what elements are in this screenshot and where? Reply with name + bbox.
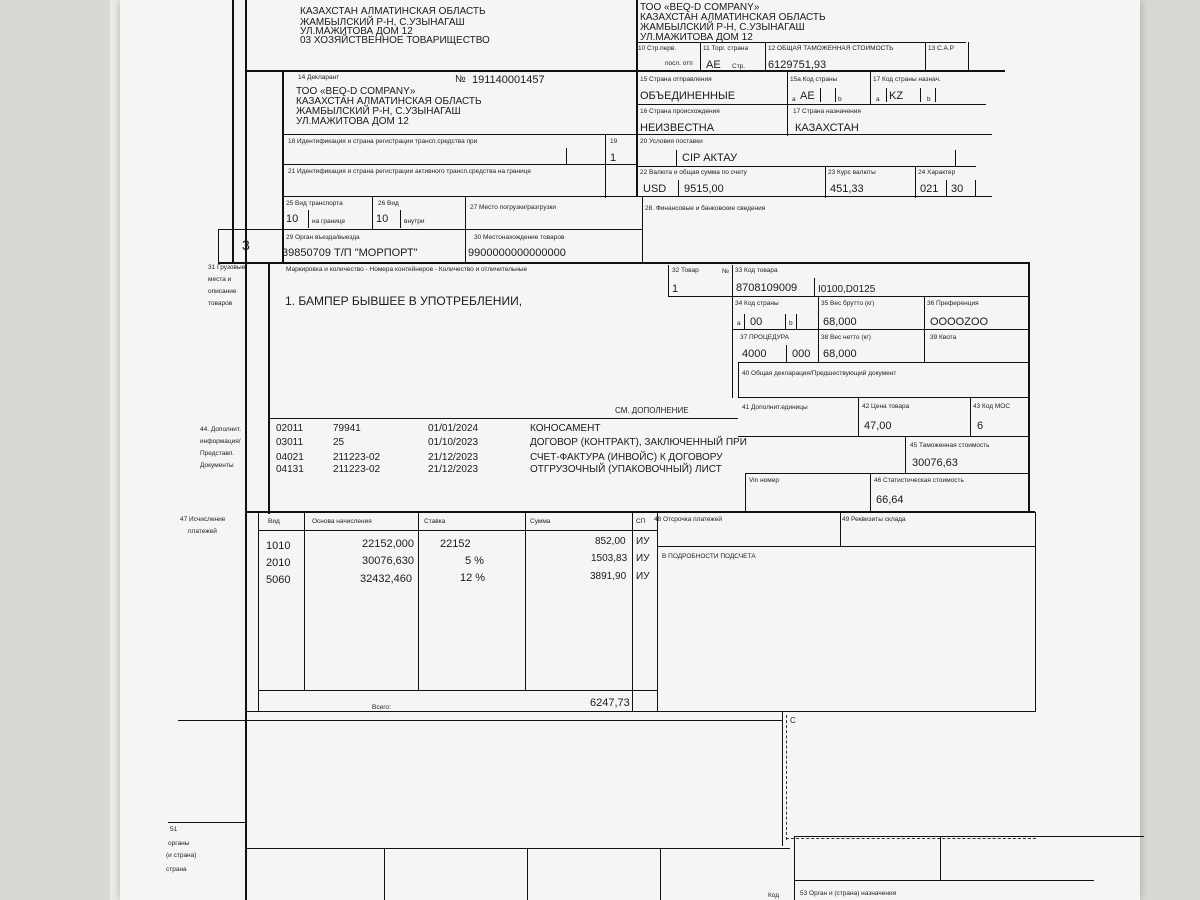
doc-number: 211223-02 xyxy=(333,464,381,475)
destination-country: КАЗАХСТАН xyxy=(795,122,859,134)
box41-label: 41 Дополнит.единицы xyxy=(742,404,808,411)
commodity-code-extra: I0100,D0125 xyxy=(818,284,876,295)
payment-sum: 1503,83 xyxy=(591,553,628,564)
consignor-address-2: ЖАМБЫЛСКИЙ Р-Н, С.УЗЫНАГАШ xyxy=(300,17,465,28)
box42-label: 42 Цена товара xyxy=(862,403,910,410)
origin-country-code: 00 xyxy=(750,316,763,328)
total-customs-value: 6129751,93 xyxy=(768,59,827,71)
declarant-address-1: КАЗАХСТАН АЛМАТИНСКАЯ ОБЛАСТЬ xyxy=(296,96,482,107)
box17a-label: 17 Код страны назнач. xyxy=(873,76,941,83)
box11-label: 11 Торг. страна xyxy=(703,45,749,52)
item-number: 1 xyxy=(672,283,679,295)
doc-number: 79941 xyxy=(333,423,361,434)
declarant-address-3: УЛ.МАЖИТОВА ДОМ 12 xyxy=(296,116,409,127)
box30-label: 30 Местонахождение товаров xyxy=(474,234,565,241)
box21-label: 21 Идентификация и страна регистрации активного трансп.средства на границе xyxy=(288,168,532,175)
box35-label: 35 Вес брутто (кг) xyxy=(821,300,875,307)
payment-sp: ИУ xyxy=(636,553,650,564)
commodity-code: 8708109009 xyxy=(736,282,798,294)
box27-label: 27 Место погрузки/разгрузки xyxy=(470,204,557,211)
see-addition: СМ. ДОПОЛНЕНИЕ xyxy=(615,406,689,415)
box11-value: AE xyxy=(706,59,721,71)
doc-number: 25 xyxy=(333,437,345,448)
box34-label: 34 Код страны xyxy=(735,300,779,307)
box15a-label: 15a Код страны xyxy=(790,76,838,83)
origin-country: НЕИЗВЕСТНА xyxy=(640,122,715,134)
box49-label: 49 Реквизиты склада xyxy=(842,516,906,523)
doc-code: 03011 xyxy=(276,437,304,448)
goods-location: 9900000000000000 xyxy=(468,247,566,259)
box15a-a: a xyxy=(792,96,796,103)
item-price: 47,00 xyxy=(864,420,892,432)
declarant-company: ТОО «BEQ-D COMPANY» xyxy=(296,86,416,97)
customs-value: 30076,63 xyxy=(912,457,958,469)
box22-label: 22 Валюта и общая сумма по счету xyxy=(640,169,747,176)
box39-label: 39 Квота xyxy=(930,334,957,341)
box46-label: 46 Статистическая стоимость xyxy=(874,477,964,484)
declarant-num-sign: № xyxy=(455,74,466,85)
box47-side-label-1: 47 Исчисление xyxy=(180,516,226,523)
box31-side-label-2: места и xyxy=(208,276,232,283)
box10-label: 10 Стр.перв. xyxy=(638,45,677,52)
recipient-address-2: ЖАМБЫЛСКИЙ Р-Н, С.УЗЫНАГАШ xyxy=(640,22,805,33)
box47-side-label-2: платежей xyxy=(188,528,217,535)
payment-sum: 852,00 xyxy=(595,536,626,547)
box34-b: b xyxy=(789,320,793,327)
procedure-sub-code: 000 xyxy=(792,348,811,360)
doc-number: 211223-02 xyxy=(333,452,381,463)
payment-sp: ИУ xyxy=(636,571,650,582)
box13-label: 13 С.А.Р xyxy=(928,45,955,52)
doc-date: 21/12/2023 xyxy=(428,464,479,475)
payment-sp: ИУ xyxy=(636,536,650,547)
gross-weight: 68,000 xyxy=(823,316,857,328)
transaction-nature-2: 30 xyxy=(951,183,964,195)
statistical-value: 66,64 xyxy=(876,494,904,506)
vin-label: Vin номер xyxy=(749,477,779,484)
box31-side-label-3: описание xyxy=(208,288,237,295)
preference-code: OOOOZOO xyxy=(930,316,989,328)
recipient-address-3: УЛ.МАЖИТОВА ДОМ 12 xyxy=(640,32,753,43)
box31-side-label-4: товаров xyxy=(208,300,233,307)
box25-label: 25 Вид транспорта xyxy=(286,200,343,207)
col-sum: Сумма xyxy=(530,518,551,525)
col-base: Основа начисления xyxy=(312,518,372,525)
box25-sub: на границе xyxy=(312,218,346,225)
box40-label: 40 Общая декларация/Предшествующий документ xyxy=(742,370,897,377)
box45-label: 45 Таможенная стоимость xyxy=(910,442,990,449)
box53-label: 53 Орган и (страна) назначения xyxy=(800,890,897,897)
box38-label: 38 Вес нетто (кг) xyxy=(821,334,871,341)
payment-kind: 2010 xyxy=(266,557,291,569)
invoice-amount: 9515,00 xyxy=(684,183,724,195)
box51-label-1: 51 xyxy=(170,826,178,833)
goods-description: 1. БАМПЕР БЫВШЕЕ В УПОТРЕБЛЕНИИ, xyxy=(285,294,523,308)
box19-label: 19 xyxy=(610,138,618,145)
box12-label: 12 ОБЩАЯ ТАМОЖЕННАЯ СТОИМОСТЬ xyxy=(768,45,894,52)
doc-date: 01/01/2024 xyxy=(428,423,479,434)
inland-transport-mode: 10 xyxy=(376,213,389,225)
box36-label: 36 Преференция xyxy=(927,300,979,307)
doc-name: СЧЕТ-ФАКТУРА (ИНВОЙС) К ДОГОВОРУ xyxy=(530,452,723,463)
col-sp: СП xyxy=(636,518,646,525)
payment-base: 22152,000 xyxy=(362,538,414,550)
doc-code: 04131 xyxy=(276,464,304,475)
box48-label: 48 Отсрочка платежей xyxy=(654,516,722,523)
box34-a: a xyxy=(737,320,741,327)
container-flag: 1 xyxy=(610,152,617,164)
payment-sum: 3891,90 xyxy=(590,571,627,582)
customs-declaration-sheet xyxy=(120,0,1140,900)
box44-side-label-3: Представл. xyxy=(200,450,235,457)
procedure-code: 4000 xyxy=(742,348,767,360)
box20-label: 20 Условия поставки xyxy=(640,138,703,145)
calculation-details: В ПОДРОБНОСТИ ПОДСЧЕТА xyxy=(662,553,756,560)
transaction-nature-1: 021 xyxy=(920,183,939,195)
valuation-method: 6 xyxy=(977,420,984,432)
payment-base: 32432,460 xyxy=(360,573,412,585)
doc-name: КОНОСАМЕНТ xyxy=(530,423,601,434)
doc-name: ОТГРУЗОЧНЫЙ (УПАКОВОЧНЫЙ) ЛИСТ xyxy=(530,464,722,475)
border-transport-mode: 10 xyxy=(286,213,299,225)
box26-sub: внутри xyxy=(404,218,425,225)
col-kind: Вид xyxy=(268,518,280,525)
recipient-company: ТОО «BEQ-D COMPANY» xyxy=(640,2,760,13)
recipient-address-1: КАЗАХСТАН АЛМАТИНСКАЯ ОБЛАСТЬ xyxy=(640,12,826,23)
boxC-label: С xyxy=(790,716,796,725)
doc-code: 02011 xyxy=(276,423,304,434)
box31-side-label-1: 31 Грузовые xyxy=(208,264,246,271)
bottom-code-label: Код xyxy=(768,892,780,899)
box17a-b: b xyxy=(927,96,931,103)
payment-kind: 1010 xyxy=(266,540,291,552)
box51-label-2: органы xyxy=(168,840,190,847)
box51-label-3: (и страна) xyxy=(166,852,197,859)
box32-num-sign: № xyxy=(722,268,729,275)
doc-date: 21/12/2023 xyxy=(428,452,479,463)
payments-total: 6247,73 xyxy=(590,697,630,709)
departure-country: ОБЪЕДИНЕННЫЕ xyxy=(640,90,736,102)
consignor-org-form: 03 ХОЗЯЙСТВЕННОЕ ТОВАРИЩЕСТВО xyxy=(300,35,490,46)
box10-value: посл. отп xyxy=(665,60,693,67)
declarant-address-2: ЖАМБЫЛСКИЙ Р-Н, С.УЗЫНАГАШ xyxy=(296,106,461,117)
doc-code: 04021 xyxy=(276,452,304,463)
net-weight: 68,000 xyxy=(823,348,857,360)
box15-label: 15 Страна отправления xyxy=(640,76,712,83)
box33-label: 33 Код товара xyxy=(735,267,778,274)
payment-kind: 5060 xyxy=(266,574,291,586)
box31-header: Маркировка и количество - Номера контейнеров - Количество и отличительные xyxy=(286,266,528,273)
doc-date: 01/10/2023 xyxy=(428,437,479,448)
destination-country-code: KZ xyxy=(889,90,904,102)
box26-label: 26 Вид xyxy=(378,200,399,207)
form-sheet-number: 3 xyxy=(242,237,250,253)
consignor-address-3: УЛ.МАЖИТОВА ДОМ 12 xyxy=(300,26,413,37)
box17a-a: a xyxy=(876,96,880,103)
box17-label: 17 Страна назначения xyxy=(793,108,861,115)
box43-label: 43 Код МОС xyxy=(973,403,1011,410)
delivery-terms: CIP АКТАУ xyxy=(682,152,738,164)
box32-label: 32 Товар xyxy=(672,267,699,274)
box29-label: 29 Орган въезда/выезда xyxy=(286,234,360,241)
box44-side-label-4: Документы xyxy=(200,462,234,469)
box37-label: 37 ПРОЦЕДУРА xyxy=(740,334,789,341)
col-rate: Ставка xyxy=(424,518,446,525)
payments-total-label: Всего: xyxy=(372,704,391,711)
exchange-rate: 451,33 xyxy=(830,183,864,195)
declarant-label: 14 Декларант xyxy=(298,74,340,81)
departure-country-code: AE xyxy=(800,90,815,102)
box44-side-label-1: 44. Дополнит. xyxy=(200,426,241,433)
box28-label: 28. Финансовые и банковские сведения xyxy=(645,205,766,212)
consignor-address-1: КАЗАХСТАН АЛМАТИНСКАЯ ОБЛАСТЬ xyxy=(300,6,486,17)
box44-side-label-2: информация/ xyxy=(200,438,241,445)
invoice-currency: USD xyxy=(643,183,667,195)
declarant-number: 191140001457 xyxy=(472,74,545,86)
box24-label: 24 Характер xyxy=(918,169,956,176)
box51-label-4: страна xyxy=(166,866,187,873)
payment-rate: 12 % xyxy=(460,572,486,584)
box16-label: 16 Страна происхождения xyxy=(640,108,720,115)
box23-label: 23 Курс валюты xyxy=(828,169,876,176)
box15a-b: b xyxy=(838,96,842,103)
payment-base: 30076,630 xyxy=(362,555,414,567)
payment-rate: 22152 xyxy=(440,538,471,550)
box11-sub: Стр. xyxy=(732,63,746,70)
payment-rate: 5 % xyxy=(465,555,484,567)
entry-exit-office: 39850709 Т/П "МОРПОРТ" xyxy=(282,247,418,259)
box18-label: 18 Идентификация и страна регистрации трансп.средства при xyxy=(288,138,478,145)
doc-name: ДОГОВОР (КОНТРАКТ), ЗАКЛЮЧЕННЫЙ ПРИ xyxy=(530,437,747,448)
